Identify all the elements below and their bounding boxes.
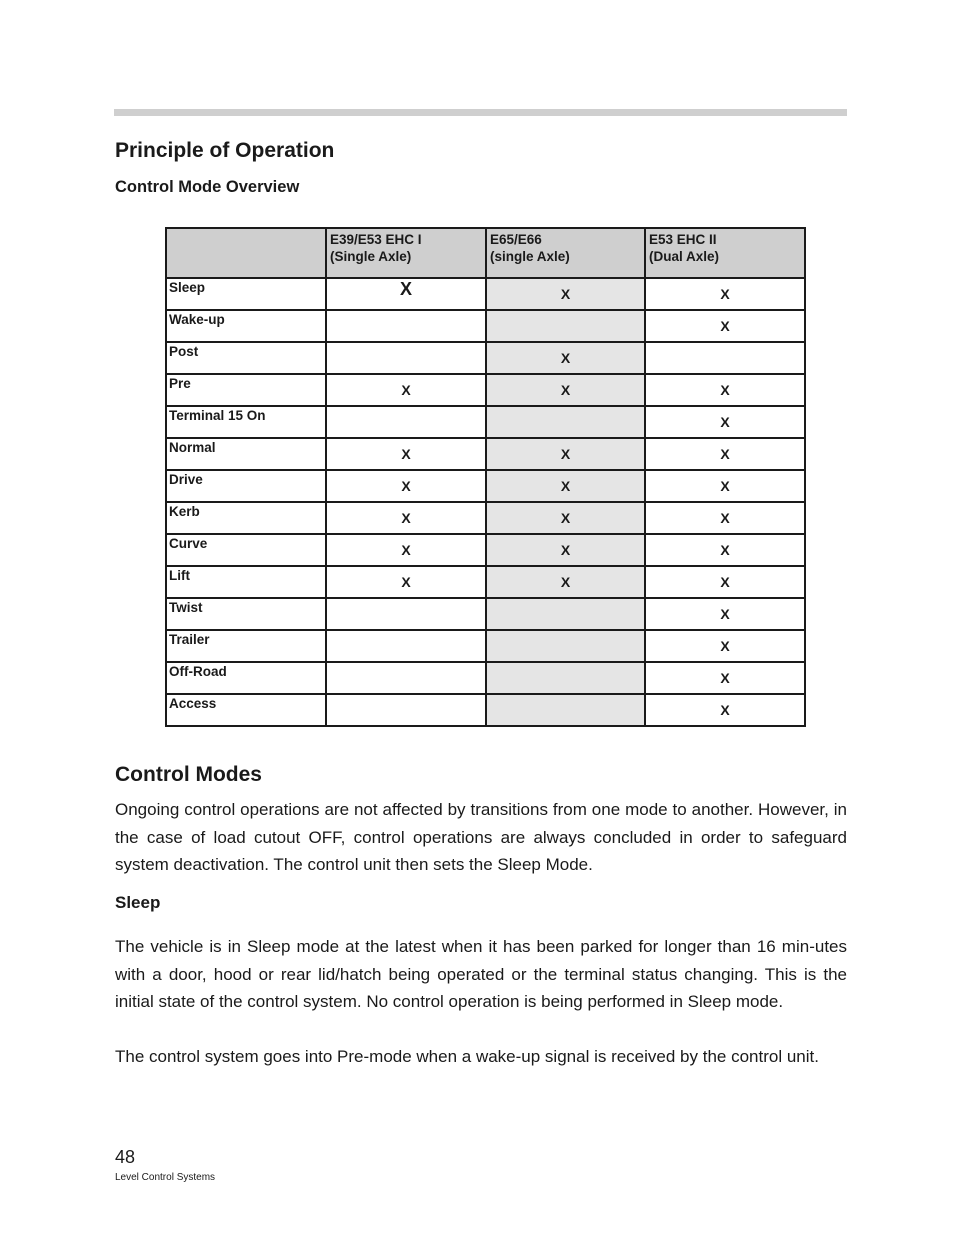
mode-cell: X <box>645 502 805 534</box>
mode-label: Terminal 15 On <box>166 406 326 438</box>
mode-cell: X <box>645 630 805 662</box>
mode-cell <box>326 630 486 662</box>
sleep-paragraph: The vehicle is in Sleep mode at the latest when it has been parked for longer than 16 min-utes with a door, hood or rear lid/hatch being operated or the terminal status changing. This is the initial state of the control system. No control operation is being performed in Sleep mode. <box>115 937 847 1011</box>
column-header <box>486 228 645 278</box>
mode-cell <box>326 662 486 694</box>
mode-cell: X <box>486 278 645 310</box>
mode-cell <box>326 406 486 438</box>
table-row <box>166 438 805 470</box>
mode-cell: X <box>645 662 805 694</box>
mode-label: Normal <box>166 438 326 470</box>
mode-cell: X <box>645 534 805 566</box>
mode-cell: X <box>645 278 805 310</box>
mode-cell: X <box>326 566 486 598</box>
mode-cell <box>486 630 645 662</box>
section-subtitle: Control Mode Overview <box>115 178 300 196</box>
table-row <box>166 534 805 566</box>
mode-cell: X <box>645 470 805 502</box>
sleep-heading: Sleep <box>115 893 161 912</box>
mode-label: Twist <box>166 598 326 630</box>
mode-label: Pre <box>166 374 326 406</box>
mode-cell: X <box>486 470 645 502</box>
mode-label: Lift <box>166 566 326 598</box>
mode-cell: X <box>645 406 805 438</box>
mode-cell: X <box>645 438 805 470</box>
mode-cell: X <box>326 470 486 502</box>
mode-cell <box>326 310 486 342</box>
mode-cell: X <box>326 502 486 534</box>
column-header-axle: (single Axle) <box>490 249 570 264</box>
table-row <box>166 406 805 438</box>
mode-label: Trailer <box>166 630 326 662</box>
control-mode-table <box>165 227 806 727</box>
table-row <box>166 502 805 534</box>
footer-title: Level Control Systems <box>115 1172 216 1183</box>
control-modes-title: Control Modes <box>115 763 262 786</box>
column-header-axle: (Dual Axle) <box>649 249 720 264</box>
control-modes-intro: Ongoing control operations are not affected by transitions from one mode to another. However, in the case of load cutout OFF, control operations are always concluded in order to safeguard system deactivation. The control unit then sets the Sleep Mode. <box>115 800 847 874</box>
mode-label: Curve <box>166 534 326 566</box>
mode-cell <box>486 598 645 630</box>
mode-cell: X <box>326 438 486 470</box>
mode-cell: X <box>645 310 805 342</box>
mode-label: Kerb <box>166 502 326 534</box>
page-number: 48 <box>115 1147 136 1167</box>
mode-label: Drive <box>166 470 326 502</box>
mode-cell: X <box>486 502 645 534</box>
mode-cell: X <box>486 374 645 406</box>
header-empty-cell <box>166 228 326 278</box>
column-header <box>326 228 486 278</box>
table-row <box>166 598 805 630</box>
table-row <box>166 662 805 694</box>
mode-cell <box>486 310 645 342</box>
mode-label: Off-Road <box>166 662 326 694</box>
table-row <box>166 694 805 726</box>
table-row <box>166 342 805 374</box>
table-header-row <box>166 228 805 278</box>
mode-cell <box>326 342 486 374</box>
column-header-model: E39/E53 EHC I <box>330 232 422 247</box>
column-header-axle: (Single Axle) <box>330 249 412 264</box>
mode-cell <box>645 342 805 374</box>
top-divider <box>114 109 847 116</box>
mode-cell: X <box>486 566 645 598</box>
mode-cell: X <box>326 374 486 406</box>
mode-cell <box>486 406 645 438</box>
mode-cell <box>326 598 486 630</box>
sleep-paragraph-2: The control system goes into Pre-mode when a wake-up signal is received by the control unit. <box>115 1047 819 1066</box>
mode-cell <box>326 694 486 726</box>
table-row <box>166 374 805 406</box>
table-row <box>166 278 805 310</box>
mode-cell: X <box>645 374 805 406</box>
page-title: Principle of Operation <box>115 139 335 162</box>
column-header <box>645 228 805 278</box>
table-row <box>166 470 805 502</box>
mode-cell: X <box>645 598 805 630</box>
mode-cell: X <box>326 534 486 566</box>
mode-cell: X <box>486 342 645 374</box>
mode-label: Access <box>166 694 326 726</box>
mode-cell: X <box>645 694 805 726</box>
mode-label: Sleep <box>166 278 326 310</box>
mode-label: Wake-up <box>166 310 326 342</box>
column-header-model: E65/E66 <box>490 232 542 247</box>
column-header-model: E53 EHC II <box>649 232 717 247</box>
mode-cell: X <box>486 534 645 566</box>
mode-cell <box>486 662 645 694</box>
mode-cell: X <box>486 438 645 470</box>
mode-cell: X <box>326 278 486 310</box>
mode-cell: X <box>645 566 805 598</box>
table-row <box>166 310 805 342</box>
table-row <box>166 566 805 598</box>
table-row <box>166 630 805 662</box>
mode-cell <box>486 694 645 726</box>
mode-label: Post <box>166 342 326 374</box>
